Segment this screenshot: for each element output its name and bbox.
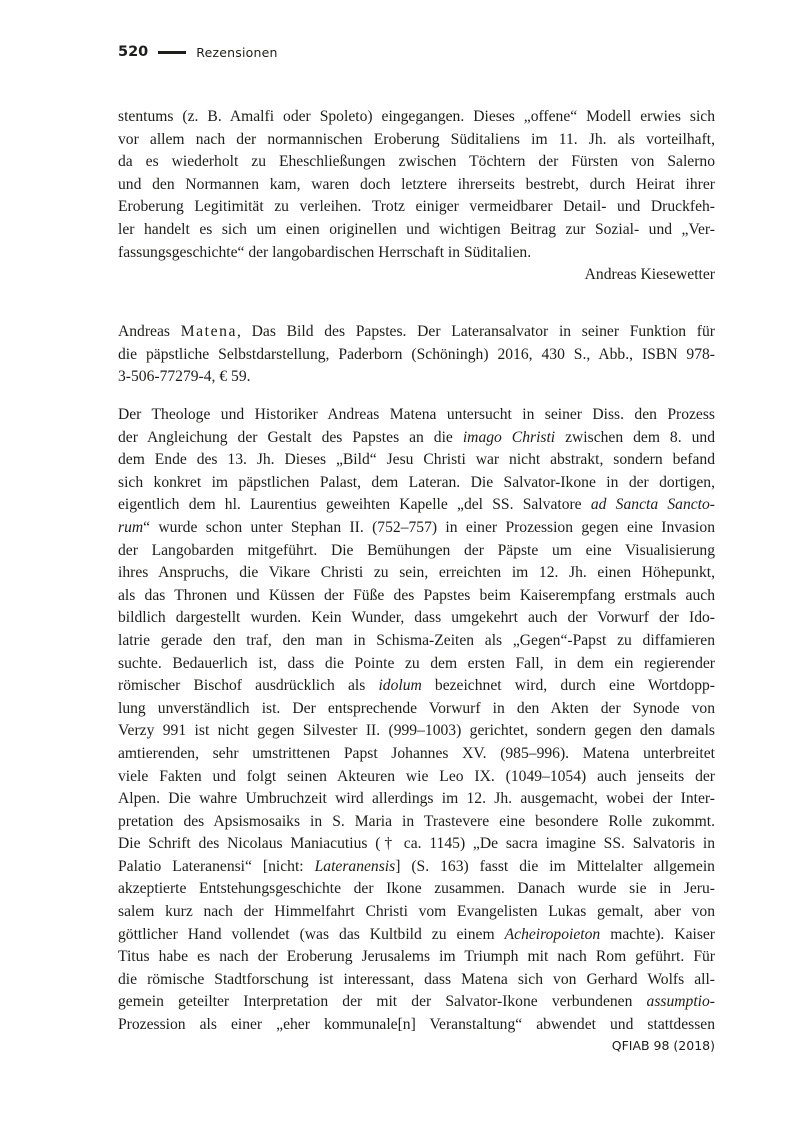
italic-term: Acheiropoieton: [504, 925, 601, 943]
text-line: salem kurz nach der Himmelfahrt Christi vom Evangelisten Lukas gemalt, aber von: [118, 903, 715, 921]
text-line: suchte. Bedauerlich ist, dass die Pointe zu dem ersten Fall, in dem ein regierender: [118, 654, 715, 672]
reviewer-name: Andreas Kiesewetter: [584, 266, 715, 284]
text-line: [118, 517, 715, 540]
text-run: ] (S. 163) fasst die im Mittelalter allgemein: [395, 857, 715, 875]
text-line: akzeptierte Entstehungsgeschichte der Ikone zusammen. Danach wurde sie in Jeru-: [118, 880, 715, 898]
text-line: lung unverständlich ist. Der entsprechende Vorwurf in den Akten der Synode von: [118, 699, 715, 717]
text-line: stentums (z. B. Amalfi oder Spoleto) eingegangen. Dieses „offene“ Modell erwies sich: [118, 108, 715, 125]
italic-term: Lateranensis: [314, 857, 396, 875]
header-rule: [158, 51, 186, 54]
text-run: -: [709, 993, 715, 1011]
text-line: die römische Stadtforschung ist interessant, dass Matena sich von Gerhard Wolfs all-: [118, 970, 715, 988]
text-line: Verzy 991 ist nicht gegen Silvester II. (999–1003) gerichtet, sondern gegen den damals: [118, 722, 715, 740]
text-run: der Angleichung der Gestalt des Papstes an die: [118, 428, 463, 446]
italic-term: idolum: [378, 677, 422, 695]
biblio-line: 3-506-77279-4, € 59.: [118, 368, 251, 386]
text-run: Palatio Lateranensi“ [nicht:: [118, 857, 315, 875]
text-line: dem Ende des 13. Jh. Dieses „Bild“ Jesu Christi war nicht abstrakt, sondern befand: [118, 451, 715, 469]
biblio-title: , Das Bild des Papstes. Der Lateransalvator in seiner Funktion für: [237, 323, 715, 340]
italic-term: imago Christi: [462, 428, 556, 446]
page-number: 520: [118, 44, 149, 60]
text-line: [118, 675, 715, 698]
text-run: eigentlich dem hl. Laurentius geweihten Kapelle „del SS. Salvatore: [118, 496, 591, 514]
text-line: [118, 427, 715, 450]
text-line: [118, 991, 715, 1014]
text-line: pretation des Apsismosaiks in S. Maria in Trastevere eine besondere Rolle zukommt.: [118, 812, 715, 830]
text-line: latrie gerade den traf, den man in Schisma-Zeiten als „Gegen“-Papst zu diffamieren: [118, 631, 715, 649]
running-head: Rezensionen: [196, 44, 278, 60]
text-line: ler handelt es sich um einen originellen und wichtigen Beitrag zur Sozial- und „Ver-: [118, 220, 715, 238]
text-line: da es wiederholt zu Eheschließungen zwischen Töchtern der Fürsten von Salerno: [118, 153, 715, 171]
text-line: Alpen. Die wahre Umbruchzeit wird allerdings im 12. Jh. ausgemacht, wobei der Inter-: [118, 790, 715, 808]
italic-term: assumptio: [646, 993, 710, 1011]
text-line: amtierenden, sehr umstrittenen Papst Johannes XV. (985–996). Matena unterbreitet: [118, 744, 715, 762]
text-line: ihres Anspruchs, die Vikare Christi zu sein, erreichten im 12. Jh. einen Höhepunkt,: [118, 564, 715, 582]
text-line: als das Thronen und Küssen der Füße des Papstes beim Kaiserempfang erstmals auch: [118, 586, 715, 604]
text-line: viele Fakten und folgt seinen Akteuren wie Leo IX. (1049–1054) auch jenseits der: [118, 767, 715, 785]
text-line: Titus habe es nach der Eroberung Jerusalems im Triumph mit nach Rom geführt. Für: [118, 948, 715, 966]
text-line: Der Theologe und Historiker Andreas Matena untersucht in seiner Diss. den Prozess: [118, 406, 715, 423]
text-line: Die Schrift des Nicolaus Maniacutius († ca. 1145) „De sacra imagine SS. Salvatoris in: [118, 835, 715, 853]
italic-term: ad Sancta Sancto-: [590, 496, 715, 514]
text-line: vor allem nach der normannischen Eroberung Süditaliens im 11. Jh. als vorteilhaft,: [118, 130, 715, 148]
text-run: machte). Kaiser: [600, 925, 716, 943]
journal-footer: QFIAB 98 (2018): [611, 1038, 715, 1053]
biblio-line: die päpstliche Selbstdarstellung, Paderborn (Schöningh) 2016, 430 S., Abb., ISBN 978-: [118, 345, 715, 363]
text-line: sich konkret im päpstlichen Palast, dem Lateran. Die Salvator-Ikone in der dortigen,: [118, 473, 715, 491]
text-run: bezeichnet wird, durch eine Wortdopp-: [421, 677, 715, 695]
author-first: Andreas: [118, 323, 181, 340]
text-run: zwischen dem 8. und: [555, 428, 715, 446]
text-line: [118, 494, 715, 517]
text-line: bildlich dargestellt wurden. Kein Wunder, dass umgekehrt auch der Vorwurf der Ido-: [118, 609, 715, 627]
text-line: [118, 924, 715, 947]
italic-term: rum: [118, 518, 144, 536]
text-line: der Langobarden mitgeführt. Die Bemühungen der Päpste um eine Visualisierung: [118, 541, 715, 559]
review-2-body: [118, 404, 715, 1037]
text-line: Eroberung Legitimität zu verleihen. Trotz einiger vermeidbarer Detail- und Druckfeh-: [118, 198, 715, 216]
text-run: römischer Bischof ausdrücklich als: [118, 677, 379, 695]
text-run: göttlicher Hand vollendet (was das Kultbild zu einem: [118, 925, 505, 943]
text-line: [118, 856, 715, 879]
text-run: gemein geteilter Interpretation der mit der Salvator-Ikone verbundenen: [118, 993, 647, 1011]
text-line: fassungsgeschichte“ der langobardischen Herrschaft in Süditalien.: [118, 243, 532, 261]
review-1-text: [118, 106, 715, 287]
author-last: Matena: [180, 323, 238, 340]
text-line: Prozession als einer „eher kommunale[n] Veranstaltung“ abwendet und stattdessen: [118, 1016, 715, 1034]
running-header: [118, 44, 278, 60]
text-run: “ wurde schon unter Stephan II. (752–757) in einer Prozession gegen eine Invasion: [143, 518, 715, 536]
review-2-bibliography: [118, 321, 715, 389]
text-line: und den Normannen kam, waren doch letztere ihrerseits bestrebt, durch Heirat ihrer: [118, 175, 715, 193]
biblio-line: [118, 321, 715, 344]
